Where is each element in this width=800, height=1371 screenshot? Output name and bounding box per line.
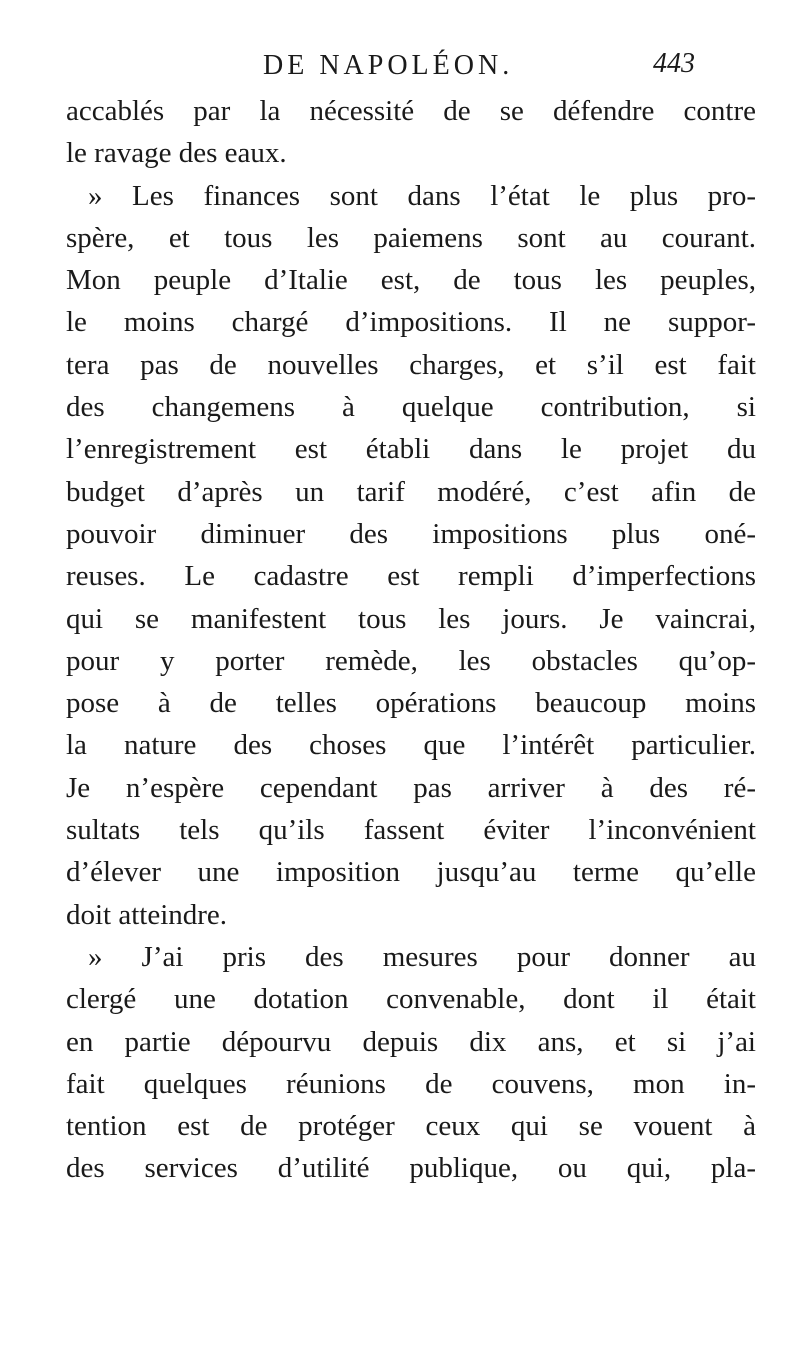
text-line: tention est de protéger ceux qui se vouent à bbox=[66, 1110, 756, 1143]
page-number: 443 bbox=[653, 48, 695, 79]
text-line: tera pas de nouvelles charges, et s’il est fait bbox=[66, 348, 756, 381]
text-line: le moins chargé d’impositions. Il ne suppor- bbox=[66, 306, 756, 339]
text-line: doit atteindre. bbox=[66, 898, 228, 931]
text-line: fait quelques réunions de couvens, mon in- bbox=[66, 1067, 756, 1100]
text-line: reuses. Le cadastre est rempli d’imperfections bbox=[66, 560, 756, 593]
text-line: budget d’après un tarif modéré, c’est afin de bbox=[66, 475, 756, 508]
text-line: d’élever une imposition jusqu’au terme qu’elle bbox=[66, 856, 756, 889]
text-line: » J’ai pris des mesures pour donner au bbox=[88, 940, 756, 973]
text-line: clergé une dotation convenable, dont il était bbox=[66, 983, 756, 1016]
text-line: sultats tels qu’ils fassent éviter l’inconvénient bbox=[66, 814, 756, 847]
text-line: spère, et tous les paiemens sont au courant. bbox=[66, 221, 756, 254]
text-line: la nature des choses que l’intérêt particulier. bbox=[66, 729, 756, 762]
text-line: des changemens à quelque contribution, si bbox=[66, 391, 756, 424]
text-line: qui se manifestent tous les jours. Je vaincrai, bbox=[66, 602, 756, 635]
text-line: pouvoir diminuer des impositions plus oné- bbox=[66, 517, 756, 550]
text-line: des services d’utilité publique, ou qui, pla- bbox=[66, 1152, 756, 1185]
text-line: Mon peuple d’Italie est, de tous les peuples, bbox=[66, 264, 756, 297]
text-line: Je n’espère cependant pas arriver à des ré- bbox=[66, 771, 756, 804]
text-line: le ravage des eaux. bbox=[66, 137, 287, 170]
running-title: DE NAPOLÉON. bbox=[263, 50, 514, 81]
text-line: accablés par la nécessité de se défendre contre bbox=[66, 95, 756, 127]
text-line: pour y porter remède, les obstacles qu’op- bbox=[66, 644, 756, 677]
text-line: l’enregistrement est établi dans le projet du bbox=[66, 433, 756, 466]
text-line: pose à de telles opérations beaucoup moins bbox=[66, 687, 756, 720]
text-line: » Les finances sont dans l’état le plus pro- bbox=[88, 179, 756, 212]
text-line: en partie dépourvu depuis dix ans, et si j’ai bbox=[66, 1025, 756, 1058]
body-text bbox=[66, 90, 756, 1190]
